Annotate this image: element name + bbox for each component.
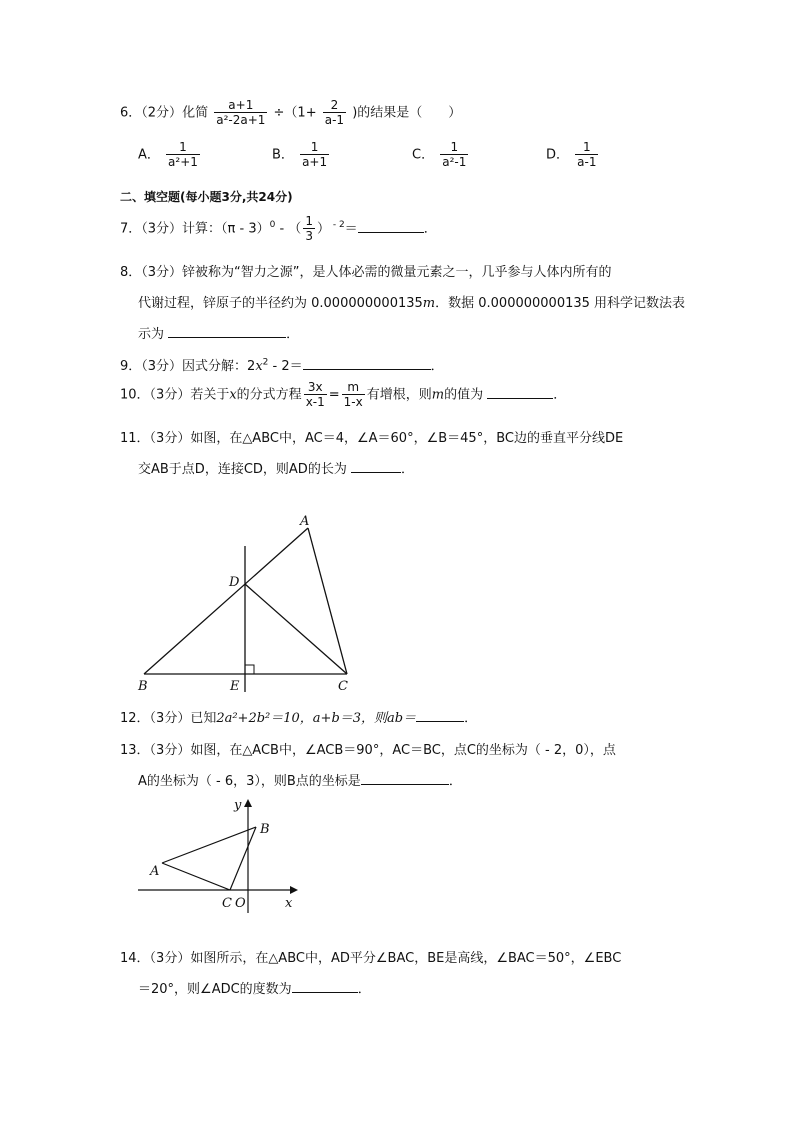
- segment-ab: [162, 827, 256, 863]
- question-14-line-1: 14．（3分）如图所示，在△ABC中，AD平分∠BAC，BE是高线，∠BAC＝50°，∠EBC: [120, 951, 622, 966]
- question-12: 12．（3分）已知2a²+2b²＝10，a+b＝3，则ab＝ ．: [120, 711, 478, 726]
- right-angle-mark: [245, 665, 254, 674]
- fraction: $\frac{3x}{x-1}$: [305, 380, 325, 409]
- answer-blank[interactable]: [303, 357, 431, 370]
- answer-blank[interactable]: [358, 220, 424, 233]
- question-13-line-1: 13．（3分）如图，在△ACB中，∠ACB＝90°，AC＝BC，点C的坐标为（ - 2，0），点: [120, 743, 616, 758]
- fraction: $\frac{1}{\text{a²-1}}$: [442, 140, 467, 169]
- label-x: x: [285, 896, 293, 911]
- question-10: 10．（3分）若关于x的分式方程 $\frac{3x}{x-1}$ = $\frac{m}{1-x}$ 有增根，则m的值为 ．: [120, 380, 567, 409]
- question-8-line-2: 代谢过程，锌原子的半径约为 0.000000000135m．数据 0.000000000135 用科学记数法表: [138, 296, 686, 311]
- answer-blank[interactable]: [361, 772, 449, 785]
- label-a: A: [300, 514, 310, 529]
- segment-ba: [144, 528, 308, 674]
- segment-ac: [308, 528, 347, 674]
- label-d: D: [229, 575, 240, 590]
- fraction: $\frac{1}{a-1}$: [577, 140, 597, 169]
- answer-blank[interactable]: [168, 325, 286, 338]
- segment-cd: [245, 584, 347, 674]
- label-b: B: [260, 822, 270, 837]
- question-7: 7．（3分）计算：（π - 3）$^0$ - （ $\frac{1}{3}$ ） $^{- 2}$＝ ．: [120, 214, 437, 243]
- question-8-line-3: 示为 ．: [138, 327, 300, 342]
- fraction: $\frac{2}{a-1}$: [324, 98, 345, 127]
- y-axis-arrow: [244, 799, 252, 807]
- coordinate-figure-q13: [130, 795, 305, 915]
- segment-ac: [162, 863, 230, 890]
- question-6: 6．（2分）化简 $\frac{a+1}{\text{a²-2a+1}}$ ÷（1+ $\frac{2}{a-1}$ )的结果是（ ）: [120, 98, 462, 127]
- answer-blank[interactable]: [416, 709, 464, 722]
- fraction: $\frac{a+1}{\text{a²-2a+1}}$: [216, 98, 266, 127]
- option-b[interactable]: B． $\frac{1}{a+1}$: [272, 140, 328, 169]
- answer-blank[interactable]: [292, 980, 358, 993]
- question-13-line-2: A的坐标为（ - 6，3），则B点的坐标是 ．: [138, 774, 462, 789]
- label-o: O: [235, 896, 246, 911]
- label-b: B: [138, 679, 148, 694]
- label-c: C: [338, 679, 348, 694]
- question-11-line-1: 11．（3分）如图，在△ABC中，AC＝4，∠A＝60°，∠B＝45°，BC边的垂直平分线DE: [120, 431, 624, 446]
- question-11-line-2: 交AB于点D，连接CD，则AD的长为 ．: [138, 462, 414, 477]
- label-c: C: [222, 896, 232, 911]
- option-d[interactable]: D． $\frac{1}{a-1}$: [546, 140, 597, 169]
- fraction: $\frac{1}{a+1}$: [302, 140, 328, 169]
- question-8-line-1: 8．（3分）锌被称为“智力之源”，是人体必需的微量元素之一，几乎参与人体内所有的: [120, 265, 612, 280]
- label-y: y: [234, 798, 242, 813]
- fraction: $\frac{1}{\text{a²+1}}$: [168, 140, 198, 169]
- answer-blank[interactable]: [487, 386, 553, 399]
- section-title: 二、填空题(每小题3分,共24分): [120, 190, 293, 204]
- label-e: E: [230, 679, 240, 694]
- segment-cb: [230, 827, 256, 890]
- question-9: 9．（3分）因式分解：$2x^2 - 2=$ ．: [120, 357, 444, 374]
- triangle-figure-q11: [130, 510, 370, 695]
- question-14-line-2: ＝20°，则∠ADC的度数为 ．: [138, 982, 371, 997]
- option-a[interactable]: A． $\frac{1}{\text{a²+1}}$: [138, 140, 198, 169]
- answer-blank[interactable]: [351, 460, 401, 473]
- fraction: $\frac{m}{1-x}$: [343, 380, 363, 409]
- option-c[interactable]: C． $\frac{1}{\text{a²-1}}$: [412, 140, 467, 169]
- x-axis-arrow: [290, 886, 298, 894]
- label-a: A: [150, 864, 160, 879]
- fraction: $\frac{1}{3}$: [305, 214, 313, 243]
